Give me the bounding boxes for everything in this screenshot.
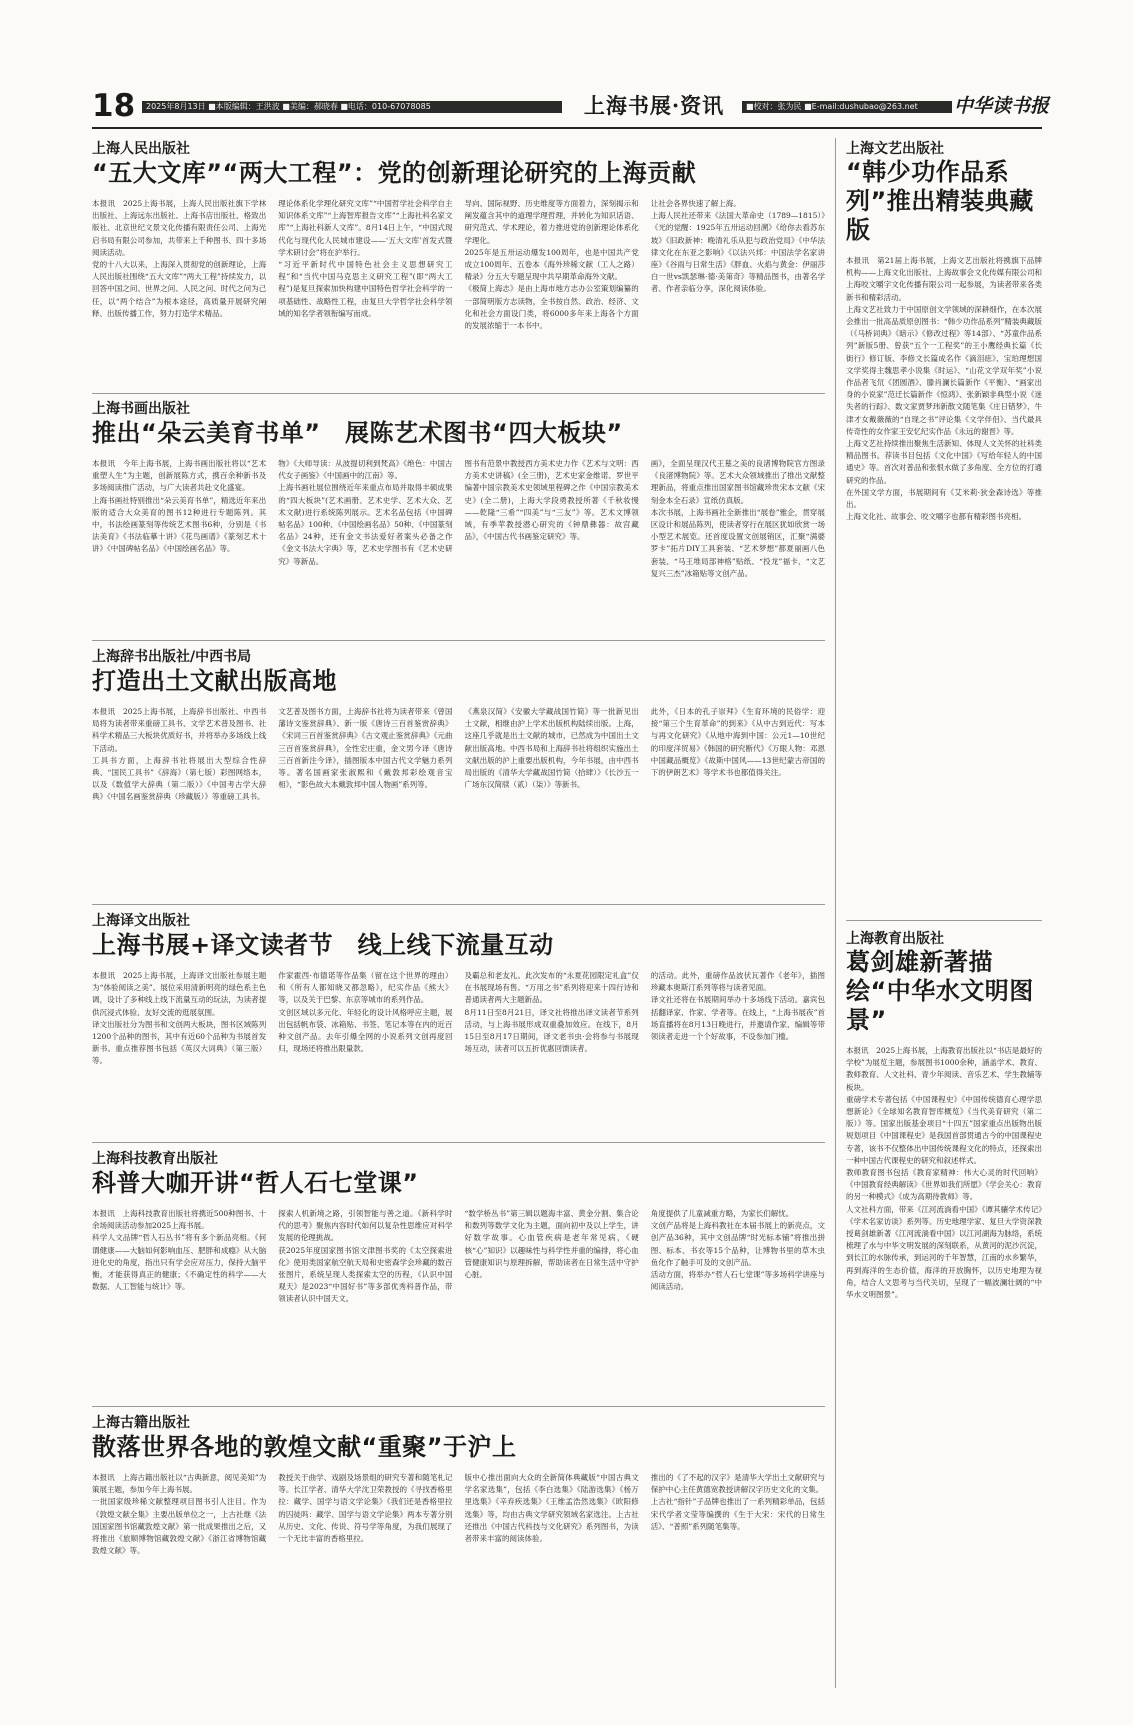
article-column: 版中心推出面向大众的全新简体典藏版“中国古典文学名家选集”，包括《李白选集》《陆游选集》《杨万里选集》《辛弃疾选集》《王维孟浩然选集》《欧阳修选集》等，均由古典文学研究领域名家选注。上古社还推出《中国古代科技与文化研究》系列图书，为读者带来丰富的阅读体验。 [464, 1473, 639, 1544]
article-column: “数学桥丛书”第三辑以题海丰富、黄金分割、集合论和数列等数学文化为主题，面向初中及以上学生，讲好数学故事。心血管疾病是老年常见病，《硬核“心”知识》以趣味性与科学性并重的编排，将心血管健康知识与原理拆解，帮助读者在日常生活中守护心脏。 [464, 1209, 639, 1280]
article-column: 物》《大师导读：从波提切利到梵高》《绝色：中国古代女子画鉴》《中国画中的江南》等。 上海书画社展位围绕近年来重点布局并取得丰硕成果的“四大板块”(艺术画册、艺术史学、艺术大众、艺术文献)进行系统陈列展示。艺术名品包括《中国碑帖名品》100种、《中国绘画名品》50种、《中国篆刻名品》24种，还有金文书法爱好者案头必备之作《金文书法大字典》等，艺术史学图书有《艺术史研究》等新品。 [278, 459, 453, 566]
article-column: 本报讯 上海科技教育出版社将携近500种图书、十余场阅读活动参加2025上海书展。 科学人文品牌“哲人石丛书”将有多个新品亮相。《何谓健康——大脑如何影响血压、肥胖和成瘾》从大脑进化史的角度，指出只有学会应对压力，保持大脑平衡，才能获得真正的健康；《不确定性的科学——大数据、人工智能与统计》等。 [92, 1209, 267, 1292]
headline: “韩少功作品系列”推出精装典藏版 [846, 158, 1034, 244]
article-column: 本报讯 今年上海书展，上海书画出版社将以“艺术重塑人生”为主题，创新展陈方式，携百余种新书及多场阅读推广活动，与广大读者共赴文化盛宴。 上海书画社特别推出“朵云美育书单”，精选近年来出版的适合大众美育的图书12种进行专题陈列。其中，书法绘画篆刻等传统艺术图书6种，分别是《书法美育》《书法临摹十讲》《花鸟画谱》《篆刻艺术十讲》《中国碑帖名品》《中国绘画名品》等。 [92, 459, 267, 554]
publisher-name: 上海辞书出版社/中西书局 [92, 649, 252, 665]
article-divider [92, 640, 825, 641]
article-body [92, 970, 825, 1068]
newspaper-masthead: 中华读书报 [954, 95, 1050, 117]
headline: 葛剑雄新著描绘“中华水文明图景” [846, 948, 1034, 1034]
article-ancient-books [92, 1414, 825, 1689]
contact-info: ■校对：张为民 ■E-mail:dushubao@263.net [742, 101, 952, 113]
article-column: 本报讯 2025上海书展，上海教育出版社以“书店是最好的学校”为展览主题，参展图书1000余种，涵盖学术、教育、教师教育、人文社科、青少年阅读、音乐艺术、学生教辅等板块。 重磅学术专著包括《中国课程史》《中国传统德育心理学思想新论》《全球知名教育智库概览》《当代美育研究（第二版）》等。国家出版基金项目“十四五”国家重点出版物出版规划项目《中国课程史》是我国首部贯通古今的中国课程史专著，该书不仅整体出中国传统课程文化的特点，还探索出一种中国古代课程史的研究和叙述样式。 教师教育图书包括《教育家精神：伟大心灵的时代回响》《中国教育经典解读》《世界如我们所愿》《学会关心：教育的另一种模式》《成为高期待教师》等。 人文社科方面，带来《江河流淌看中国》《谭其骧学术传记》《学术名家访谈》系列等。历史地理学家、复旦大学资深教授葛剑雄新著《江河流淌看中国》以江河湖海为脉络，系统梳理了水与中华文明发展的深刻联系，从黄河的泥沙沉淀，到长江的水脉传承，到运河的千年智慧，江南的水乡繁华，再到海洋的生态价值，海洋的开放胸怀，以历史地理为视角，结合人文思考与当代关切，呈现了一幅波澜壮阔的“中华水文明图景”。 [846, 1046, 1042, 1300]
header-rule [92, 127, 1042, 129]
article-shanghai-peoples [92, 140, 825, 387]
page-number: 18 [92, 88, 136, 124]
article-column: 教授关于曲学、戏剧及场景组的研究专著和随笔札记等。长江学者、清华大学沈卫荣教授的《寻找香格里拉：藏学、国学与语文学论集》《我们还是香格里拉的囚徒吗：藏学、国学与语文学论集》两本专著分别从历史、文化、传说、符号学等角度，为我们展现了一个无比丰富的香格里拉。 [278, 1473, 453, 1544]
article-column: 作家霍西·布德诺等作品集（留在这个世界的理由）和《所有人都知晓又都忽略》，纪实作品《熊大》等，以及关于巴黎、东京等城市的系列作品。 文创区域以多元化、年轻化的设计风格呼应主题，展出包括帆布袋、冰箱贴、书签、笔记本等在内的近百种文创产品。去年引爆全网的小说系列文创再度回归，现场还将推出限量款。 [278, 971, 453, 1054]
article-divider [846, 920, 1042, 921]
section-title: 上海书展·资讯 [583, 93, 725, 118]
article-column: 及霸总和老友礼。此次发布的“永夏花园限定礼盒”仅在书展现场有售。“万用之书”系列将迎来十四行诗和普通读者两大主题新品。 8月11日至8月21日，译文社将推出译文读者节系列活动，与上海书展形成双重叠加效应。在线下，8月15日至8月17日期间，译文老书虫·会将参与书展现场互动，读者可以五折优惠回馈读者。 [464, 971, 639, 1054]
article-column: 文艺普及图书方面，上海辞书社将为读者带来《曾国藩诗文鉴赏辞典》、新一版《唐诗三百首鉴赏辞典》《宋词三百首鉴赏辞典》《古文观止鉴赏辞典》《元曲三百首鉴赏辞典》，全性宏庄重，金文男今译《唐诗三百首新注今译》，插图版本中国古代文学魅力系列等。著名国画家张淑熙和《戴敦邦彩绘观音宝相》，“影色故大本戴敦邦中国人物画”系列等。 [278, 707, 453, 790]
article-divider [92, 1142, 825, 1143]
article-divider [92, 1406, 825, 1407]
article-body [92, 1472, 825, 1557]
article-column: 理论体系化学理化研究文库”“中国哲学社会科学自主知识体系文库”“上海智库报告文库”“上海社科名家文库”“上海社科新人文库”。8月14日上午，“中国式现代化与现代化人民城市建设——‘五大文库’首发式暨学术研讨会”将在沪举行。 “习近平新时代中国特色社会主义思想研究工程”和“当代中国马克思主义研究工程”(即“两大工程”)是复旦探索加快构建中国特色哲学社会科学的一项基础性、战略性工程，由复旦大学哲学社会科学领域的知名学者领衔编写而成。 [278, 199, 453, 318]
article-translation [92, 912, 825, 1134]
article-literature-art [846, 140, 1042, 910]
publisher-name: 上海教育出版社 [846, 931, 944, 947]
publisher-name: 上海人民出版社 [92, 141, 190, 157]
article-column: 本报讯 第21届上海书展，上海文艺出版社将携旗下品牌机构——上海文化出版社、上海故事会文化传媒有限公司和上海咬文嚼字文化传播有限公司一起参展，为读者带来各类新书和精彩活动。 上海文艺社致力于中国原创文学领域的深耕细作，在本次展会推出一批高品质原创图书：“韩少功作品系列”精装典藏版（《马桥词典》《暗示》《修改过程》等14部）、“苏童作品系列”新版5册、曾获“五个一工程奖”的王小鹰经典长篇《长街行》修订版、李修文长篇成名作《滴泪痣》、宝珀理想国文学奖得主魏思孝小说集《时运》、“山花文学双年奖”小说作品者飞氘《团圆酒》、滕肖澜长篇新作《平衡》、“画家出身的小说家”范迁长篇新作《惊鸿》、张新颖非典型小说《迷失者的行踪》、数文家贾梦玮新散文随笔集《庄日错梦》、牛津才女戴薇薇的“自现之书”评论集《文学伴侣》、当代最具传奇性的女作家王安忆纪实作品《永远的谢晋》等。 上海文艺社持续推出聚焦生活新知、体现人文关怀的社科类精品图书。荐读书目包括《文化中国》《写给年轻人的中国通史》等。首次对普品和张恨水做了多角度、全方位的打通研究的作品。 在外国文学方面，书展期间有《艾米莉·狄金森诗选》等推出。 上海文化社、故事会、咬文嚼字也都有精彩图书亮相。 [846, 256, 1042, 522]
article-column: 导向、国际视野、历史维度等方面着力，深刻揭示和阐发蕴含其中的道理学理哲理，并转化为知识话语、研究范式、学术理论，着力推进党的创新理论体系化学理化。 2025年是五卅运动爆发100周年，也是中国共产党成立100周年、五卷本《海外珍稀文献（工人之路）精录》分五大专题呈现中共早期革命海外文献。 《极简上海志》是由上海市地方志办公室策划编纂的一部简明版方志读物，全书按自然、政治、经济、文化和社会方面设门类，将6000多年来上海各个方面的发展浓缩于一本书中。 [464, 199, 639, 331]
headline: 打造出土文献出版高地 [92, 667, 337, 695]
publisher-name: 上海古籍出版社 [92, 1415, 190, 1431]
publisher-name: 上海文艺出版社 [846, 141, 944, 157]
article-sci-tech-education [92, 1150, 825, 1398]
article-body [92, 458, 825, 580]
article-column: 角度提供了儿童减重方略，为家长们解忧。 文创产品将是上海科教社在本届书展上的新亮点，文创产品36种，其中文创品牌“时光标本铺”将推出拼图、标本、书衣等15个品种，让博物书里的草木虫鱼化作了触手可及的文创产品。 活动方面，将举办“哲人石七堂课”等多场科学讲座与阅读活动。 [650, 1209, 825, 1292]
headline: 散落世界各地的敦煌文献“重聚”于沪上 [92, 1433, 517, 1461]
edition-info: 2025年8月13日 ■本版编辑：王洪波 ■美编：郝晓春 ■电话：010-67078085 [142, 101, 562, 113]
publisher-name: 上海译文出版社 [92, 913, 190, 929]
article-body [92, 198, 825, 332]
article-column: 图书有范景中教授西方美术史力作《艺术与文明：西方美术史讲稿》(全三册)，艺术史家金维诺、罗世平编著中国宗教美术史领域里程碑之作《中国宗教美术史》(全二册)，上海大学段勇教授所著《千秋妆慢——乾隆“三希”“四美”与“三友”》等。艺术文博领域，有季苹教授潜心研究的《钟鼎彝器：故宫藏品》，《中国古代书画鉴定研究》等。 [464, 459, 639, 542]
article-column: 让社会各界快速了解上海。 上海人民社还带来《法国大革命史（1789—1815）》《光的觉醒：1925年五卅运动回溯》《给你去看苏东坡》《旧政新神：晚清礼乐从犯与政治党局》《中华法律文化在东亚之影响》《以法兴邦：中国法学名家讲座》《谷雨与日常生活》《胖血、火焰与黄金：伊丽莎白一世vs凯瑟琳·德·美第奇》等精品图书，由著名学者、作者亲临分享，深化阅读体验。 [650, 199, 825, 294]
article-column: 本报讯 上海古籍出版社以“古典新意，阅见美知”为策展主题，参加今年上海书展。 一批国家级珍稀文献整理项目图书引人注目。作为《敦煌文献全集》主要出版单位之一，上古社继《法国国家图书馆藏敦煌文献》第一批成果推出之后，又将推出《旅顺博物馆藏敦煌文献》《浙江省博物馆藏敦煌文献》等。 [92, 1473, 267, 1556]
headline: “五大文库”“两大工程”：党的创新理论研究的上海贡献 [92, 159, 697, 187]
article-education [846, 930, 1042, 1688]
article-column: 推出的《了不起的汉字》是清华大学出土文献研究与保护中心主任黄德宽教授讲解汉字历史文化的文集。 上古社“指针”子品牌也推出了一系列精彩单品，包括宋代学者文莹等编撰的《生于大宋：宋代的日常生活》、“普照”系列随笔集等。 [650, 1473, 825, 1531]
article-divider [92, 393, 825, 394]
article-painting-calligraphy [92, 400, 825, 632]
publisher-name: 上海书画出版社 [92, 401, 190, 417]
article-lexicographical [92, 648, 825, 896]
article-divider [92, 904, 825, 905]
article-column: 此外，《日本的孔子崇拜》《生育环境的民俗学：迎接“第三个生育革命”的到来》《从中古到近代：写本与再文化研究》《从地中海到中国：公元1—10世纪的印度洋贸易》《韩国的研究断代》《万眼人物：邓恩中国藏品概览》《故斯中国风——13世纪蒙古帝国的下的伊朗艺术》等学术书也都值得关注。 [650, 707, 825, 778]
article-column: 本报讯 2025上海书展，上海人民出版社旗下学林出版社、上海远东出版社、上海书店出版社、格致出版社、北京世纪文景文化传播有限责任公司、上海光启书局有限公司参加，共带来上千种图书、四十多场阅读活动。 党的十八大以来，上海深入贯彻党的创新理论，上海人民出版社围绕“五大文库”“两大工程”持续发力，以回答中国之问、世界之问、人民之问、时代之问为己任，以“两个结合”为根本途径，高质量开展研究阐释、出版传播工作，努力打造学术精品。 [92, 199, 267, 318]
article-body [92, 706, 825, 804]
article-column: 本报讯 2025上海书展，上海辞书出版社、中西书局将为读者带来重磅工具书、文学艺术普及图书、社科学术精品三大板块优质好书，并将举办多场线上线下活动。 工具书方面，上海辞书社将展出大型综合性辞典、“国民工具书”《辞海》（第七版）彩图网络本，以及《数值学大辞典（第二版）》《中国考古学大辞典》《中国名画鉴赏辞典（珍藏版）》等重磅工具书。 [92, 707, 267, 802]
article-column: 《燕泉汉简》《安徽大学藏战国竹简》等一批新见出土文献，相继由沪上学术出版机构陆续出版。上海，这座几乎就是出土文献的城市，已然成为中国出土文献出版高地。中西书局和上海辞书社将组织实施出土文献出版的沪上重要出版机构，今年书展，由中西书局出版的《清华大学藏战国竹简（拾肆）》《长沙五一广场东汉简牍（贰）（柒）》等新书。 [464, 707, 639, 790]
article-body [846, 1045, 1042, 1301]
headline: 科普大咖开讲“哲人石七堂课” [92, 1169, 419, 1197]
page-header [92, 88, 1050, 124]
article-column: 画》，全面呈现汉代王墓之美的良渚博物院官方图录《良渚博物院》等。艺术大众领域推出了推出文献整理新品，将重点推出国家图书馆藏珍贵宋本文献《宋刻金本全石录》宣纸仿真版。 本次书展，上海书画社全新推出“展卷”雅企，贯穿展区设计和展品陈列，使读者穿行在展区犹如欣赏一场小型艺术展览。还首度设置文创展销区，汇聚“满婆罗卡”拓片DIY工具套装、“艺术梦想”都夏丽画八色套装、“马王堆局部神格”贴纸、“投龙”福卡、“文艺复兴三杰”冰箱贴等文创产品。 [650, 459, 825, 578]
article-column: 探索人机新境之路，引领智能与善之道。《新科学时代的思考》聚焦内容时代如何以复杂性思维应对科学发展的伦理挑战。 获2025年度国家图书馆文津图书奖的《太空探索进化》使用类国家航空航天局和史密森学会珍藏的数百张图片，系统呈现人类探索太空的历程，《认识中国观天》是2023“中国好书”等多部优秀科普作品，带领读者认识中国天文。 [278, 1209, 453, 1304]
headline: 上海书展+译文读者节 线上线下流量互动 [92, 931, 554, 959]
article-body [92, 1208, 825, 1306]
column-rule [835, 138, 836, 1688]
publisher-name: 上海科技教育出版社 [92, 1151, 218, 1167]
article-column: 的活动。此外，重磅作品波伏瓦著作《老年》，插图珍藏本奥斯汀系列等将与读者见面。 译文社还将在书展期间举办十多场线下活动。嘉宾包括翻译家、作家、学者等。在线上，“上海书展夜”首场直播将在8月13日晚进行，并邀请作家、编辑等带领读者走进一个个好故事，不设参加门槛。 [650, 971, 825, 1042]
article-column: 本报讯 2025上海书展，上海译文出版社参展主题为“体验阅读之美”。展位采用清新明亮的绿色系主色调，设计了多种线上线下流量互动的玩法，为读者提供沉浸式体验、友好交流的逛展氛围。 译文出版社分为图书和文创两大板块，图书区域陈列1200个品种的图书，其中有近60个品种为书展首发新书。重点推荐图书包括《英汉大词典》（第三版）等。 [92, 971, 267, 1066]
headline: 推出“朵云美育书单” 展陈艺术图书“四大板块” [92, 419, 623, 447]
article-body [846, 255, 1042, 523]
